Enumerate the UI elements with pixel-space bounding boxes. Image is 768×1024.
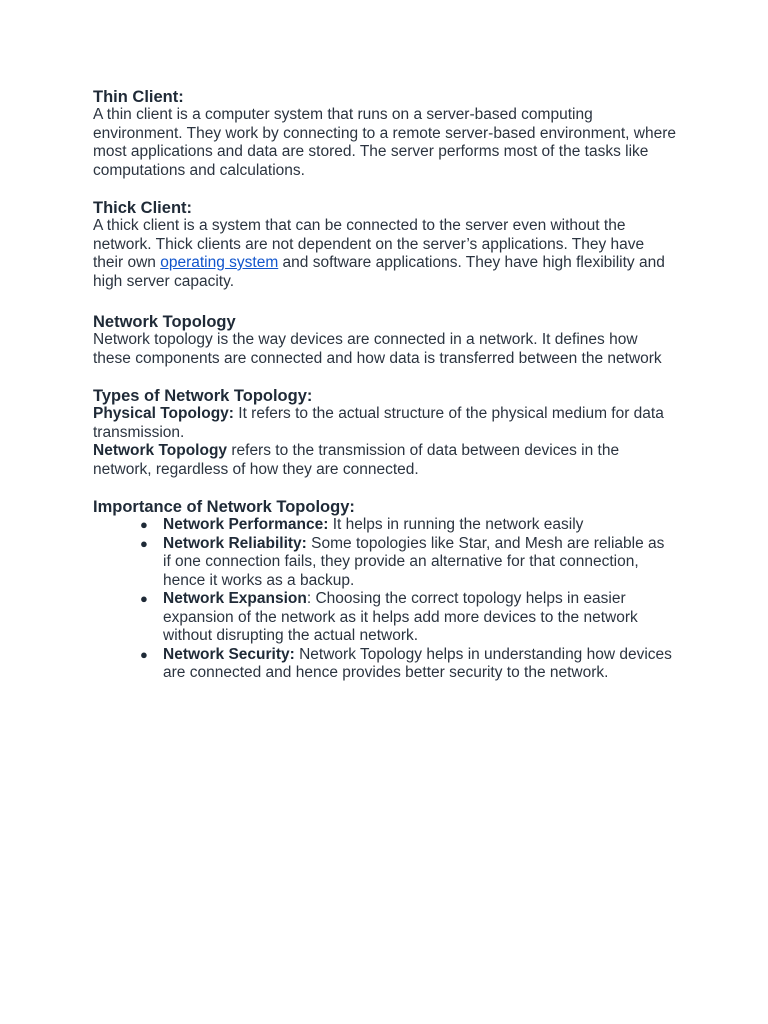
importance-list bbox=[93, 516, 676, 683]
thick-client-section bbox=[93, 199, 676, 291]
bullet-icon: ● bbox=[140, 591, 148, 606]
bullet-icon: ● bbox=[140, 517, 148, 532]
importance-heading: Importance of Network Topology: bbox=[93, 498, 355, 516]
list-item-text: : Choosing the correct topology helps in easier expansion of the network as it helps add more devices to the network without disrupting the actual network. bbox=[163, 590, 638, 644]
list-item-label: Network Performance: bbox=[163, 516, 329, 533]
list-item-text: Some topologies like Star, and Mesh are reliable as if one connection fails, they provide an alternative for that connection, hence it works as a backup. bbox=[163, 534, 665, 589]
network-topology-paragraph: Network topology is the way devices are connected in a network. It defines how these components are connected and how data is transferred between the network bbox=[93, 331, 662, 367]
bullet-icon: ● bbox=[140, 535, 148, 551]
bullet-icon: ● bbox=[140, 646, 148, 662]
thin-client-paragraph: A thin client is a computer system that runs on a server-based computing environment. They work by connecting to a remote server-based environment, where most applications and data are stored. The server performs most of the tasks like computations and calculations. bbox=[93, 106, 676, 179]
operating-system-link[interactable]: operating system bbox=[160, 254, 279, 271]
list-item-label: Network Expansion bbox=[163, 590, 307, 607]
spacer bbox=[93, 479, 676, 498]
list-item bbox=[138, 646, 676, 683]
logical-topology-paragraph bbox=[93, 442, 676, 479]
network-topology-section bbox=[93, 313, 676, 368]
network-topology-heading: Network Topology bbox=[93, 313, 236, 331]
logical-topology-text: refers to the transmission of data between devices in the network, regardless of how they are connected. bbox=[93, 442, 620, 478]
list-item-text: Network Topology helps in understanding how devices are connected and hence provides better security to the network. bbox=[163, 645, 672, 681]
thick-client-paragraph bbox=[93, 217, 676, 291]
thick-client-heading: Thick Client: bbox=[93, 199, 193, 217]
physical-topology-text: It refers to the actual structure of the physical medium for data transmission. bbox=[93, 405, 664, 441]
list-item bbox=[138, 535, 676, 591]
types-section bbox=[93, 387, 676, 479]
logical-topology-label: Network Topology bbox=[93, 442, 228, 459]
list-item-label: Network Security: bbox=[163, 645, 295, 663]
thick-client-text-before-link: A thick client is a system that can be connected to the server even without the network. Thick clients are not dependent on the server’s applications. They have their own bbox=[93, 217, 645, 271]
thin-client-section bbox=[93, 88, 676, 180]
spacer bbox=[93, 180, 676, 199]
spacer bbox=[93, 291, 676, 313]
physical-topology-paragraph bbox=[93, 405, 676, 442]
thick-client-text-after-link: and software applications. They have high flexibility and high server capacity. bbox=[93, 254, 665, 290]
physical-topology-label: Physical Topology: bbox=[93, 405, 234, 422]
thin-client-heading: Thin Client: bbox=[93, 88, 184, 106]
list-item-label: Network Reliability: bbox=[163, 534, 307, 552]
types-heading: Types of Network Topology: bbox=[93, 387, 313, 405]
list-item-text: It helps in running the network easily bbox=[328, 516, 584, 533]
list-item bbox=[138, 516, 676, 535]
importance-section bbox=[93, 498, 676, 683]
spacer bbox=[93, 368, 676, 387]
list-item bbox=[138, 590, 676, 646]
